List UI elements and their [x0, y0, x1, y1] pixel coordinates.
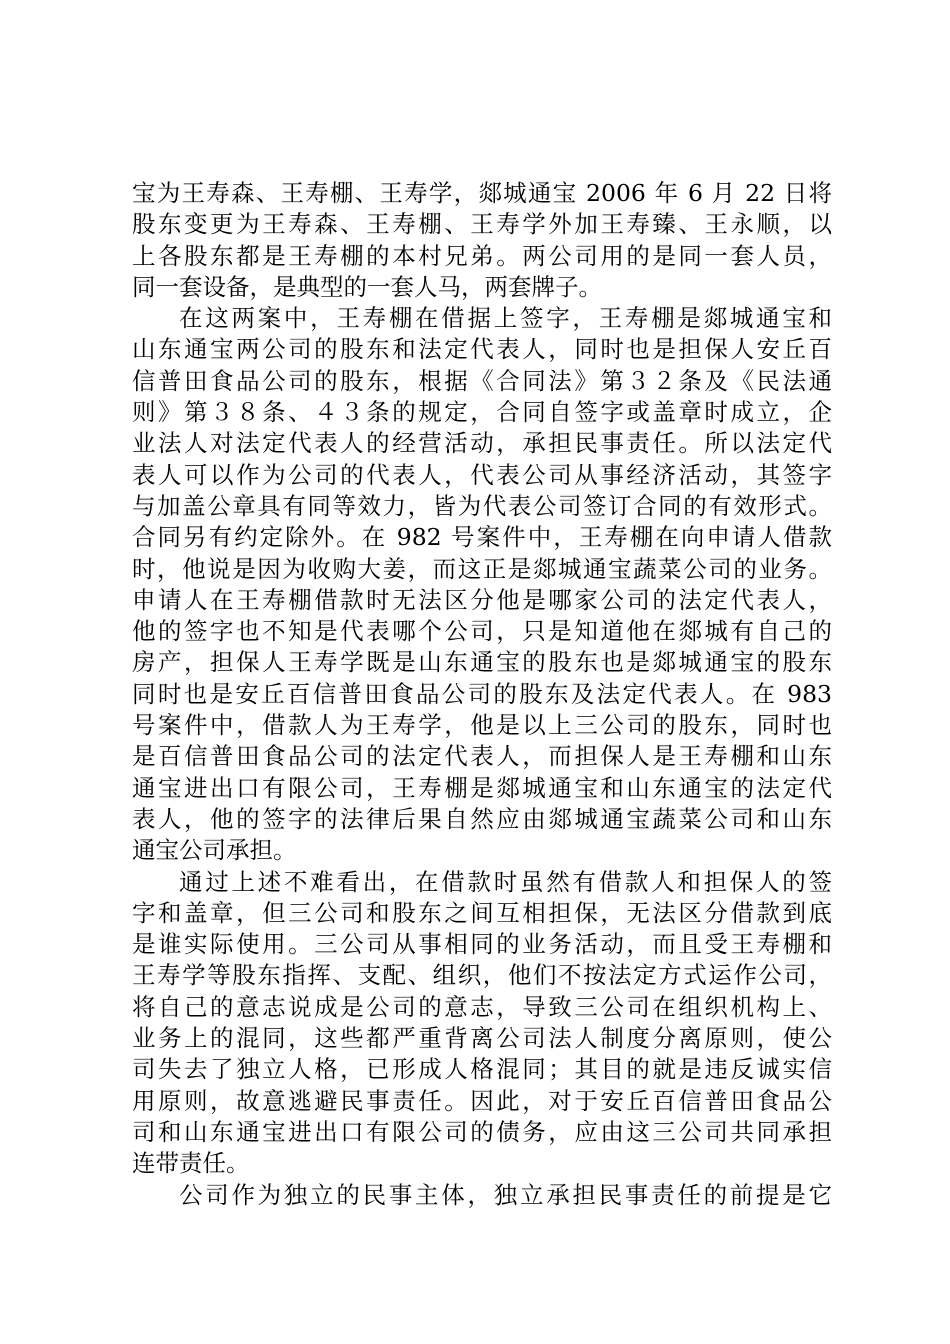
text-line: 用原则，故意逃避民事责任。因此，对于安丘百信普田食品公 — [132, 1086, 832, 1115]
text-line: 表人，他的签字的法律后果自然应由郯城通宝蔬菜公司和山东 — [132, 804, 832, 833]
text-line: 将自己的意志说成是公司的意志，导致三公司在组织机构上、 — [132, 992, 832, 1021]
text-line: 是百信普田食品公司的法定代表人，而担保人是王寿棚和山东 — [132, 742, 832, 771]
text-line: 司和山东通宝进出口有限公司的债务，应由这三公司共同承担 — [132, 1117, 832, 1146]
text-line: 通宝公司承担。 — [132, 836, 297, 865]
text-line: 业法人对法定代表人的经营活动，承担民事责任。所以法定代 — [132, 429, 832, 458]
text-line: 山东通宝两公司的股东和法定代表人，同时也是担保人安丘百 — [132, 335, 832, 364]
text-line: 房产，担保人王寿学既是山东通宝的股东也是郯城通宝的股东 — [132, 648, 832, 677]
text-line: 在这两案中，王寿棚在借据上签字，王寿棚是郯城通宝和 — [179, 304, 832, 333]
text-line: 同时也是安丘百信普田食品公司的股东及法定代表人。在 983 — [132, 679, 832, 708]
text-line: 是谁实际使用。三公司从事相同的业务活动，而且受王寿棚和 — [132, 930, 832, 959]
paragraph — [132, 178, 832, 303]
document-body-text — [132, 178, 832, 1211]
text-line: 司失去了独立人格，已形成人格混同；其目的就是违反诚实信 — [132, 1055, 832, 1084]
text-line: 号案件中，借款人为王寿学，他是以上三公司的股东，同时也 — [132, 711, 832, 740]
paragraph — [132, 303, 832, 866]
text-line: 通宝进出口有限公司，王寿棚是郯城通宝和山东通宝的法定代 — [132, 773, 832, 802]
paragraph — [132, 867, 832, 1180]
text-line: 王寿学等股东指挥、支配、组织，他们不按法定方式运作公司， — [132, 961, 832, 990]
paragraph — [132, 1180, 832, 1211]
text-line: 则》第３８条、４３条的规定，合同自签字或盖章时成立，企 — [132, 398, 832, 427]
text-line: 合同另有约定除外。在 982 号案件中，王寿棚在向申请人借款 — [132, 523, 832, 552]
text-line: 同一套设备，是典型的一套人马，两套牌子。 — [132, 272, 602, 301]
text-line: 字和盖章，但三公司和股东之间互相担保，无法区分借款到底 — [132, 898, 832, 927]
text-line: 他的签字也不知是代表哪个公司，只是知道他在郯城有自己的 — [132, 617, 832, 646]
text-line: 信普田食品公司的股东，根据《合同法》第３２条及《民法通 — [132, 366, 832, 395]
text-line: 业务上的混同，这些都严重背离公司法人制度分离原则，使公 — [132, 1024, 832, 1053]
text-line: 与加盖公章具有同等效力，皆为代表公司签订合同的有效形式。 — [132, 491, 832, 520]
text-line: 通过上述不难看出，在借款时虽然有借款人和担保人的签 — [179, 867, 832, 896]
text-line: 申请人在王寿棚借款时无法区分他是哪家公司的法定代表人， — [132, 585, 832, 614]
text-line: 时，他说是因为收购大姜，而这正是郯城通宝蔬菜公司的业务。 — [132, 554, 832, 583]
text-line: 公司作为独立的民事主体，独立承担民事责任的前提是它 — [179, 1180, 832, 1209]
text-line: 连带责任。 — [132, 1149, 250, 1178]
text-line: 宝为王寿森、王寿棚、王寿学，郯城通宝 2006 年 6 月 22 日将 — [132, 179, 832, 207]
text-line: 表人可以作为公司的代表人，代表公司从事经济活动，其签字 — [132, 460, 832, 489]
text-line: 股东变更为王寿森、王寿棚、王寿学外加王寿臻、王永顺，以 — [132, 210, 832, 239]
text-line: 上各股东都是王寿棚的本村兄弟。两公司用的是同一套人员， — [132, 241, 832, 270]
